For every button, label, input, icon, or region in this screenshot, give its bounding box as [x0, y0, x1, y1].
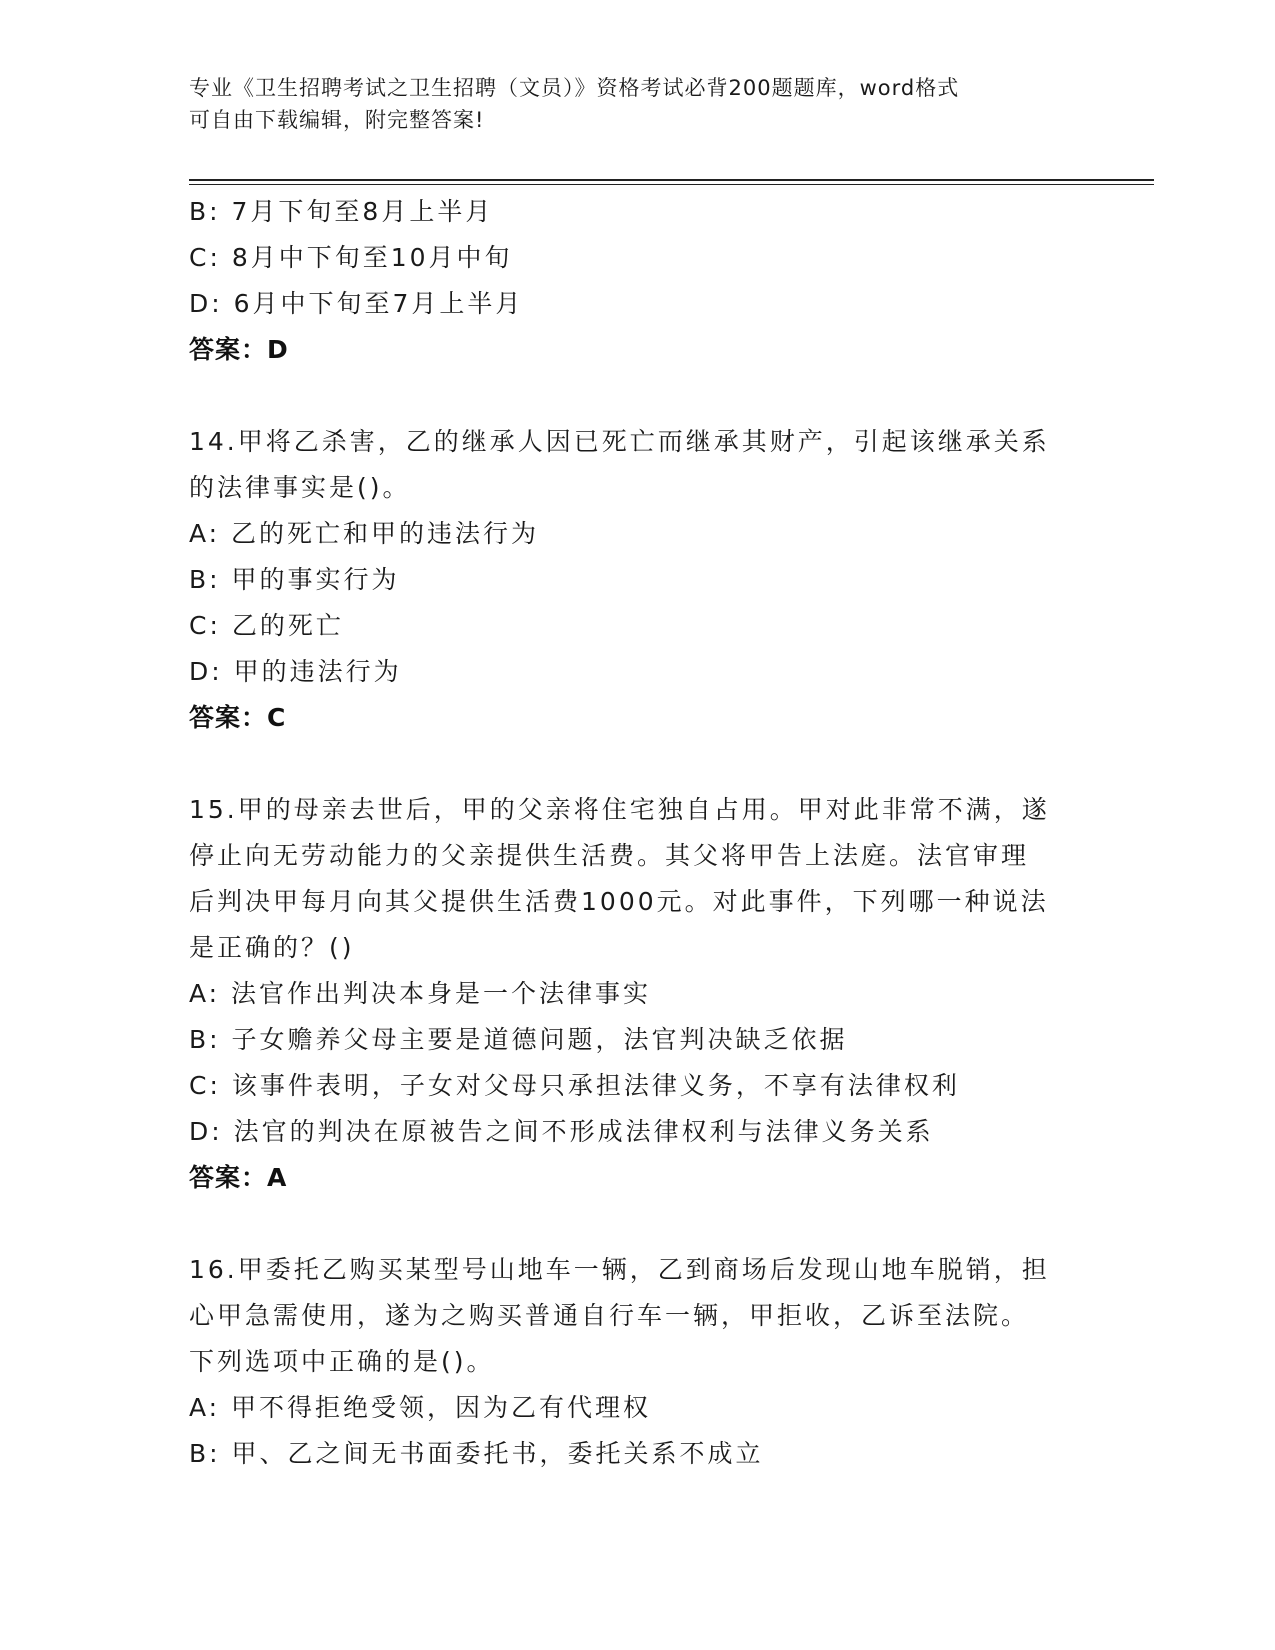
question-16: [189, 1247, 1089, 1477]
answer: 答案：D: [189, 335, 289, 364]
option-c: C: 该事件表明，子女对父母只承担法律义务，不享有法律权利: [189, 1071, 960, 1100]
question-15: [189, 787, 1089, 1201]
header-title-line-2: 可自由下载编辑，附完整答案!: [189, 108, 485, 132]
header-divider-thick: [189, 179, 1154, 181]
question-stem-line: 16.甲委托乙购买某型号山地车一辆，乙到商场后发现山地车脱销，担: [189, 1255, 1050, 1284]
option-d: D: 6月中下旬至7月上半月: [189, 289, 524, 318]
option-d: D: 甲的违法行为: [189, 657, 402, 686]
option-a: A: 甲不得拒绝受领，因为乙有代理权: [189, 1393, 652, 1422]
answer: 答案：C: [189, 703, 287, 732]
option-c: C: 8月中下旬至10月中旬: [189, 243, 513, 272]
question-stem-line: 15.甲的母亲去世后，甲的父亲将住宅独自占用。甲对此非常不满，遂: [189, 795, 1050, 824]
document-header: [189, 72, 1069, 136]
question-stem-line: 下列选项中正确的是()。: [189, 1347, 495, 1376]
header-title-line-1: 专业《卫生招聘考试之卫生招聘（文员）》资格考试必背200题题库，word格式: [189, 76, 960, 100]
question-stem-line: 是正确的？(): [189, 933, 355, 962]
option-b: B: 甲的事实行为: [189, 565, 400, 594]
question-stem-line: 停止向无劳动能力的父亲提供生活费。其父将甲告上法庭。法官审理: [189, 841, 1030, 870]
option-b: B: 甲、乙之间无书面委托书，委托关系不成立: [189, 1439, 764, 1468]
question-14: [189, 419, 1089, 741]
option-b: B: 7月下旬至8月上半月: [189, 197, 494, 226]
question-stem-line: 后判决甲每月向其父提供生活费1000元。对此事件，下列哪一种说法: [189, 887, 1049, 916]
spacer: [189, 741, 1089, 787]
option-a: A: 法官作出判决本身是一个法律事实: [189, 979, 652, 1008]
spacer: [189, 1201, 1089, 1247]
question-13: [189, 189, 1089, 373]
option-c: C: 乙的死亡: [189, 611, 344, 640]
answer: 答案：A: [189, 1163, 288, 1192]
option-d: D: 法官的判决在原被告之间不形成法律权利与法律义务关系: [189, 1117, 934, 1146]
question-stem-line: 的法律事实是()。: [189, 473, 411, 502]
question-stem-line: 心甲急需使用，遂为之购买普通自行车一辆，甲拒收，乙诉至法院。: [189, 1301, 1030, 1330]
spacer: [189, 373, 1089, 419]
header-divider-thin: [189, 184, 1154, 185]
option-b: B: 子女赡养父母主要是道德问题，法官判决缺乏依据: [189, 1025, 848, 1054]
option-a: A: 乙的死亡和甲的违法行为: [189, 519, 540, 548]
question-stem-line: 14.甲将乙杀害，乙的继承人因已死亡而继承其财产，引起该继承关系: [189, 427, 1050, 456]
question-list: [189, 189, 1089, 1477]
